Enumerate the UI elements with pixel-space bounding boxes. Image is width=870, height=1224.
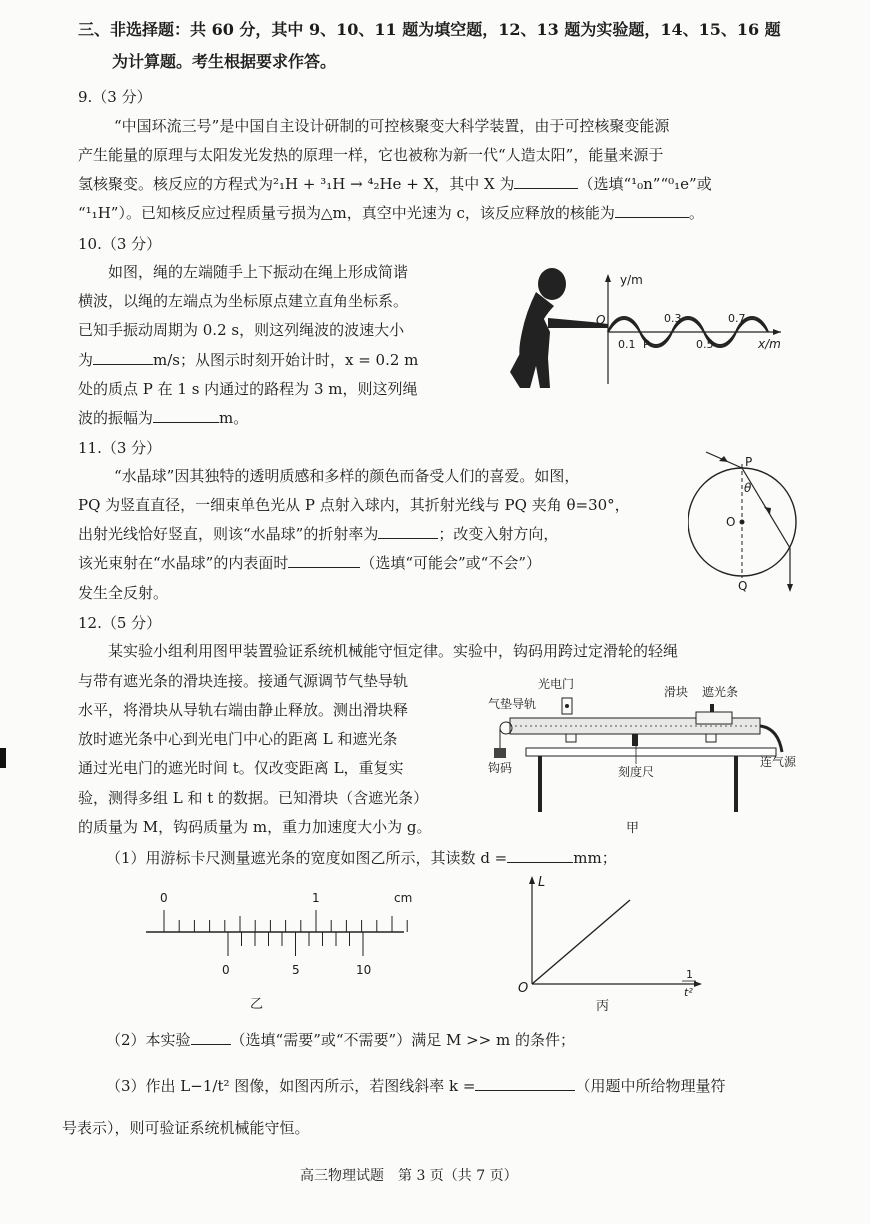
- q12-line7: 的质量为 M，钩码质量为 m，重力加速度大小为 g。: [78, 818, 432, 836]
- q10-line6-text-b: m。: [219, 409, 249, 427]
- q12-part2-text-b: （选填“需要”或“不需要”）满足 M >> m 的条件；: [230, 1031, 576, 1049]
- ruler-label: 刻度尺: [618, 765, 655, 779]
- q12-line5: 通过光电门的遮光时间 t。仅改变距离 L，重复实: [78, 759, 404, 777]
- q11-line3-text-b: ；改变入射方向，: [438, 525, 559, 543]
- theta-label: θ: [744, 481, 752, 495]
- q10-line6: [78, 408, 248, 428]
- graph-origin: O: [518, 981, 529, 996]
- q11-line1: “水晶球”因其独特的透明质感和多样的颜色而备受人们的喜爱。如图，: [114, 467, 580, 485]
- q9-line1: “中国环流三号”是中国自主设计研制的可控核聚变大科学装置，由于可控核聚变能源: [114, 117, 670, 135]
- q12-blank-need[interactable]: [191, 1030, 231, 1045]
- q12-blank-slope[interactable]: [475, 1076, 575, 1091]
- q10-line5: 处的质点 P 在 1 s 内通过的路程为 3 m，则这列绳: [78, 380, 418, 398]
- point-o-label: O: [726, 515, 736, 529]
- section-heading-line2: 为计算题。考生根据要求作答。: [112, 52, 337, 71]
- graph-line: [532, 900, 630, 984]
- q12-part3-text-a: （3）作出 L−1/t² 图像，如图丙所示，若图线斜率 k =: [106, 1077, 476, 1095]
- q9-blank-x[interactable]: [514, 174, 578, 189]
- q9-blank-energy[interactable]: [615, 203, 689, 218]
- slider-block: [696, 712, 732, 724]
- q10-line1: 如图，绳的左端随手上下振动在绳上形成简谐: [108, 263, 409, 281]
- vernier-v0: 0: [222, 963, 230, 977]
- slider-label: 滑块: [664, 685, 689, 699]
- q12-part3-cont: 号表示），则可验证系统机械能守恒。: [62, 1119, 310, 1137]
- q9-line3: [78, 174, 712, 194]
- q9-line3-text-c: （选填“¹₀n”“⁰₁e”或: [578, 175, 712, 193]
- vernier-main-0: 0: [160, 891, 168, 905]
- q11-line3: [78, 524, 558, 544]
- wave-tick-0.3: 0.3: [664, 312, 682, 325]
- q10-blank-speed[interactable]: [93, 350, 153, 365]
- vernier-unit: cm: [394, 891, 413, 905]
- q10-blank-amplitude[interactable]: [153, 408, 219, 423]
- q11-blank-index[interactable]: [378, 524, 438, 539]
- q9-line3-text-a: 氢核聚变。核反应的方程式为: [78, 175, 274, 193]
- table-top: [526, 748, 776, 756]
- q12-line3: 水平，将滑块从导轨右端由静止释放。测出滑块释: [78, 701, 409, 719]
- q11-line3-text-a: 出射光线恰好竖直，则该“水晶球”的折射率为: [78, 525, 379, 543]
- q11-line4: [78, 553, 541, 573]
- q11-crystal-ball-figure: [688, 442, 806, 594]
- q12-part3-text-b: （用题中所给物理量符: [575, 1077, 726, 1095]
- wave-xlabel: x/m: [758, 337, 781, 351]
- wave-point-p: P: [643, 338, 650, 351]
- q10-line4: [78, 350, 418, 370]
- scan-edge-mark: [0, 748, 6, 768]
- q11-line4-text-b: （选填“可能会”或“不会”）: [360, 554, 542, 572]
- q12-vernier-figure: [140, 884, 420, 1014]
- graph-xlabel-num: 1: [686, 968, 693, 981]
- q9-equation: ²₁H + ³₁H → ⁴₂He + X: [273, 175, 435, 193]
- fig-c-caption: 丙: [596, 999, 610, 1014]
- vernier-v5: 5: [292, 963, 300, 977]
- q12-line1: 某实验小组利用图甲装置验证系统机械能守恒定律。实验中，钩码用跨过定滑轮的轻绳: [108, 642, 679, 660]
- q11-number: 11.（3 分）: [78, 439, 162, 457]
- fig-a-caption: 甲: [626, 821, 640, 836]
- main-scale-ticks: [164, 910, 407, 932]
- person-figure: [510, 268, 608, 388]
- q10-number: 10.（3 分）: [78, 235, 162, 253]
- q12-graph-figure: [510, 872, 710, 1018]
- weight-label: 钩码: [488, 761, 513, 775]
- fig-b-caption: 乙: [250, 997, 264, 1012]
- q11-line2: PQ 为竖直直径，一细束单色光从 P 点射入球内，其折射光线与 PQ 夹角 θ=30°，: [78, 496, 630, 514]
- q9-line2: 产生能量的原理与太阳发光发热的原理一样，它也被称为新一代“人造太阳”，能量来源于: [78, 146, 664, 164]
- graph-ylabel: L: [538, 875, 546, 890]
- q10-line3: 已知手振动周期为 0.2 s，则这列绳波的波速大小: [78, 321, 405, 339]
- q9-line4: “¹₁H”）。已知核反应过程质量亏损为△m，真空中光速为 c，该反应释放的核能为 。: [78, 204, 704, 222]
- wave-ylabel: y/m: [620, 273, 643, 287]
- center-dot: [740, 520, 745, 525]
- q10-line4-text-a: 为: [78, 351, 94, 369]
- q12-part1: [106, 848, 617, 868]
- vernier-v10: 10: [356, 963, 372, 977]
- page-footer: 高三物理试题 第 3 页（共 7 页）: [300, 1168, 518, 1184]
- q12-part1-text-b: mm；: [573, 849, 617, 867]
- rail-label: 气垫导轨: [488, 697, 537, 711]
- q12-line6: 验，测得多组 L 和 t 的数据。已知滑块（含遮光条）: [78, 789, 429, 807]
- q10-line6-text-a: 波的振幅为: [78, 409, 154, 427]
- vernier-scale-ticks: [228, 932, 363, 956]
- q10-line2: 横波，以绳的左端点为坐标原点建立直角坐标系。: [78, 292, 409, 310]
- q11-line4-text-a: 该光束射在“水晶球”的内表面时: [78, 554, 289, 572]
- q12-number: 12.（5 分）: [78, 614, 162, 632]
- wave-tick-0.1: 0.1: [618, 338, 636, 351]
- point-p-label: P: [745, 455, 753, 469]
- q12-part1-text-a: （1）用游标卡尺测量遮光条的宽度如图乙所示，其读数 d =: [106, 849, 508, 867]
- q9-number: 9.（3 分）: [78, 88, 152, 106]
- q9-line4-text: “¹₁H”）。已知核反应过程质量亏损为△m，真空中光速为 c，该反应释放的核能为: [78, 204, 615, 222]
- q12-line2: 与带有遮光条的滑块连接。接通气源调节气垫导轨: [78, 672, 409, 690]
- q10-wave-figure: [496, 262, 796, 392]
- q12-apparatus-figure: [486, 672, 816, 838]
- vernier-main-1: 1: [312, 891, 320, 905]
- q12-part3: [106, 1076, 725, 1096]
- q12-line4: 放时遮光条中心到光电门中心的距离 L 和遮光条: [78, 730, 398, 748]
- q12-blank-width[interactable]: [507, 848, 573, 863]
- q11-line5: 发生全反射。: [78, 584, 169, 602]
- q9-line3-text-b: ，其中 X 为: [434, 175, 515, 193]
- section-heading-line1: 三、非选择题：共 60 分，其中 9、10、11 题为填空题，12、13 题为实验题，14、15、16 题: [78, 20, 781, 39]
- wave-origin: O: [596, 313, 606, 327]
- shading-strip: [710, 704, 714, 712]
- q11-blank-reflection[interactable]: [288, 553, 360, 568]
- wave-tick-0.5: 0.5: [696, 338, 714, 351]
- q10-line4-text-b: m/s；从图示时刻开始计时，x = 0.2 m: [153, 351, 419, 369]
- strip-label: 遮光条: [702, 685, 739, 699]
- point-q-label: Q: [738, 579, 748, 593]
- graph-xlabel-den: t²: [684, 986, 693, 999]
- air-label: 连气源: [760, 755, 797, 769]
- q12-part2: [106, 1030, 575, 1050]
- photogate-label: 光电门: [538, 677, 575, 691]
- wave-tick-0.7: 0.7: [728, 312, 746, 325]
- hook-weight: [494, 748, 506, 758]
- q12-part2-text-a: （2）本实验: [106, 1031, 191, 1049]
